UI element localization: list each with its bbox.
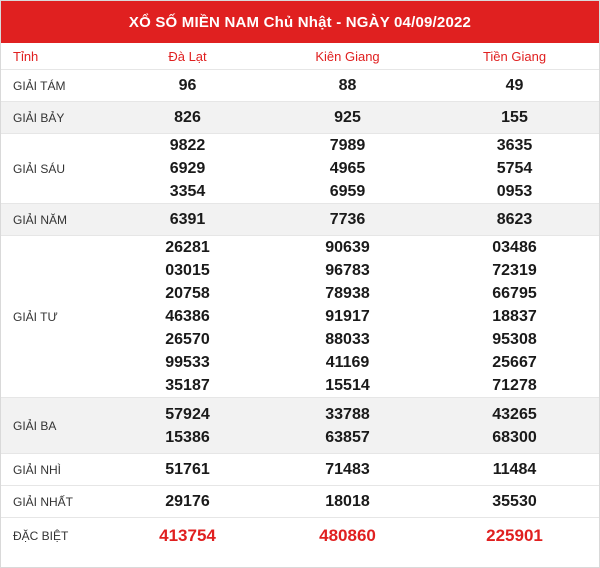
prize-number: 51761 (165, 461, 210, 478)
prize-number: 03486 (492, 239, 537, 256)
prize-cell (110, 102, 265, 134)
prize-row-giai-bay (1, 102, 599, 134)
prize-number: 826 (174, 109, 201, 126)
prize-row-giai-nhi (1, 454, 599, 486)
prize-number: 88 (338, 77, 357, 94)
prize-cell (430, 398, 599, 454)
prize-cell (265, 398, 430, 454)
prize-number: 9822 (169, 137, 206, 154)
prize-number: 88033 (325, 331, 370, 348)
prize-number: 7989 (329, 137, 366, 154)
prize-cell (110, 398, 265, 454)
prize-number: 71278 (492, 377, 537, 394)
prize-cell (430, 134, 599, 204)
prize-cell (110, 518, 265, 554)
prize-label: GIẢI SÁU (1, 134, 110, 204)
prize-label: GIẢI TÁM (1, 70, 110, 102)
prize-cell (110, 486, 265, 518)
prize-number: 43265 (492, 405, 537, 423)
prize-number: 78938 (325, 285, 370, 302)
prize-cell (265, 102, 430, 134)
prize-cell (265, 204, 430, 236)
prize-number: 33788 (325, 405, 370, 423)
prize-cell (265, 518, 430, 554)
prize-number: 63857 (325, 428, 370, 446)
prize-number: 26281 (165, 239, 210, 256)
header-row (1, 43, 599, 70)
prize-number: 49 (505, 77, 524, 94)
results-table (1, 43, 599, 554)
prize-row-giai-tu (1, 236, 599, 398)
prize-number: 155 (501, 109, 528, 126)
prize-cell (430, 236, 599, 398)
prize-label: ĐẶC BIỆT (1, 518, 110, 554)
prize-cell (430, 486, 599, 518)
prize-cell (430, 518, 599, 554)
prize-label: GIẢI TƯ (1, 236, 110, 398)
prize-row-giai-tam (1, 70, 599, 102)
prize-cell (430, 70, 599, 102)
prize-number: 4965 (329, 160, 366, 177)
prize-number: 7736 (329, 211, 366, 228)
column-header-kien-giang: Kiên Giang (315, 48, 380, 64)
prize-cell (430, 204, 599, 236)
prize-number: 5754 (496, 160, 533, 177)
prize-label: GIẢI BA (1, 398, 110, 454)
prize-number: 15514 (325, 377, 370, 394)
prize-number: 57924 (165, 405, 210, 423)
prize-number: 11484 (492, 461, 537, 478)
prize-label: GIẢI BẢY (1, 102, 110, 134)
prize-number: 6929 (169, 160, 206, 177)
prize-number: 66795 (492, 285, 537, 302)
prize-number: 0953 (496, 183, 533, 200)
prize-number: 413754 (159, 526, 216, 546)
prize-number: 99533 (165, 354, 210, 371)
prize-number: 68300 (492, 428, 537, 446)
prize-cell (110, 204, 265, 236)
prize-number: 35530 (492, 493, 537, 510)
prize-row-giai-nam (1, 204, 599, 236)
prize-label: GIẢI NHÌ (1, 454, 110, 486)
prize-row-giai-sau (1, 134, 599, 204)
prize-cell (265, 134, 430, 204)
prize-row-giai-nhat (1, 486, 599, 518)
prize-cell (110, 236, 265, 398)
prize-row-dac-biet (1, 518, 599, 554)
prize-number: 96 (178, 77, 197, 94)
prize-cell (110, 134, 265, 204)
prize-number: 25667 (492, 354, 537, 371)
prize-number: 3354 (169, 183, 206, 200)
column-header-tien-giang: Tiền Giang (482, 48, 547, 64)
prize-number: 6959 (329, 183, 366, 200)
prize-cell (265, 70, 430, 102)
column-header-province: Tỉnh (13, 48, 39, 64)
prize-number: 90639 (325, 239, 370, 256)
prize-number: 18018 (325, 493, 370, 510)
prize-number: 15386 (165, 428, 210, 446)
prize-label: GIẢI NĂM (1, 204, 110, 236)
prize-cell (430, 102, 599, 134)
prize-cell (430, 454, 599, 486)
prize-cell (110, 70, 265, 102)
prize-number: 91917 (325, 308, 370, 325)
prize-cell (110, 454, 265, 486)
prize-number: 18837 (492, 308, 537, 325)
prize-number: 46386 (165, 308, 210, 325)
prize-cell (265, 236, 430, 398)
prize-row-giai-ba (1, 398, 599, 454)
prize-number: 35187 (165, 377, 210, 394)
prize-cell (265, 486, 430, 518)
prize-number: 225901 (486, 526, 543, 546)
prize-number: 41169 (325, 354, 370, 371)
prize-number: 29176 (165, 493, 210, 510)
prize-number: 8623 (496, 211, 533, 228)
prize-number: 26570 (165, 331, 210, 348)
prize-number: 96783 (325, 262, 370, 279)
results-title: XỔ SỐ MIỀN NAM Chủ Nhật - NGÀY 04/09/2022 (1, 1, 599, 43)
prize-cell (265, 454, 430, 486)
prize-number: 20758 (165, 285, 210, 302)
prize-number: 71483 (325, 461, 370, 478)
column-header-da-lat: Đà Lạt (168, 48, 207, 64)
prize-label: GIẢI NHẤT (1, 486, 110, 518)
prize-number: 925 (334, 109, 361, 126)
prize-number: 72319 (492, 262, 537, 279)
prize-number: 6391 (169, 211, 206, 228)
prize-number: 95308 (492, 331, 537, 348)
prize-number: 03015 (165, 262, 210, 279)
prize-number: 3635 (496, 137, 533, 154)
prize-number: 480860 (319, 526, 376, 546)
